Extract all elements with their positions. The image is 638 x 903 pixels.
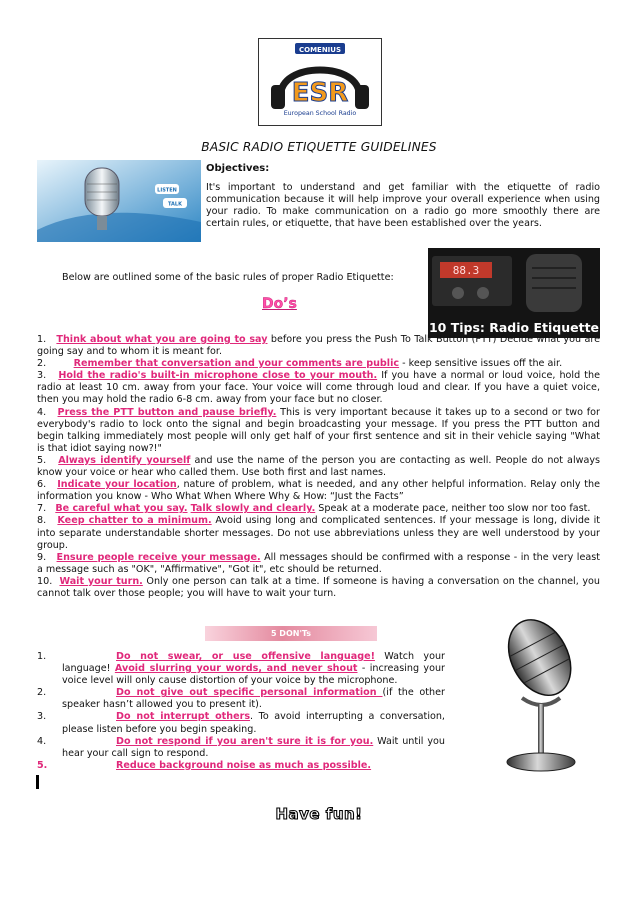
microphone-illustration <box>37 160 201 242</box>
text-cursor <box>36 775 39 789</box>
dos-title: Do’s <box>262 296 297 312</box>
rule-link[interactable]: Do not respond if you aren't sure it is for you. <box>116 735 374 747</box>
rule-link[interactable]: Think about what you are going to say <box>56 334 268 345</box>
list-item: 2. Remember that conversation and your comments are public - keep sensitive issues off the air. <box>37 358 563 370</box>
list-item: 4. Press the PTT button and pause briefly. This is very important because it takes up to a second or two for everybody's radio to lock onto the signal and begin broadcasting your message. If you press the PTT button and begin talking immediately most people will only get half of your first sentence and sit in their vehicle saying "What is that idiot saying now?!" <box>37 406 600 454</box>
logo-caption: European School Radio <box>283 110 357 117</box>
rule-link[interactable]: Remember that conversation and your comments are public <box>73 358 400 370</box>
list-item: 3. Hold the radio's built-in microphone close to your mouth. If you have a normal or loud voice, hold the radio at least 10 cm. away from your face. Your voice will come through loud and clear. If you have a quiet voice, then you may hold the radio 6-8 cm. away from your face but no closer. <box>37 370 600 406</box>
list-item: 1. Do not swear, or use offensive language! Watch your language! Avoid slurring your words, and never shout - increasing your voice level will only cause distortion of your voice by the microphone. <box>37 651 446 687</box>
rule-link[interactable]: Do not interrupt others <box>116 711 251 723</box>
list-item: 7. Be careful what you say. Talk slowly and clearly. Speak at a moderate pace, neither too slow nor too fast. <box>37 503 591 515</box>
rule-link[interactable]: Do not swear, or use offensive language! <box>116 651 375 662</box>
list-item: 2. Do not give out specific personal information (if the other speaker hasn’t allowed you to present it). <box>37 687 445 711</box>
rule-link[interactable]: Hold the radio's built-in microphone close to your mouth. <box>58 370 378 382</box>
logo-letters: ESR <box>291 78 349 108</box>
donts-banner: 5 DON'Ts <box>205 626 377 641</box>
rule-link[interactable]: Wait your turn. <box>59 575 143 587</box>
talk-bubble: TALK <box>168 201 182 208</box>
list-item: 10. Wait your turn. Only one person can talk at a time. If someone is having a conversation on the channel, you cannot talk over those people; you will have to wait your turn. <box>37 575 600 599</box>
rule-link[interactable]: Reduce background noise as much as possible. <box>116 759 372 771</box>
dos-list <box>37 334 600 600</box>
microphone-icon <box>37 160 201 242</box>
list-item: 6. Indicate your location, nature of problem, what is needed, and any other helpful information. Relay only the information you know - Who What When Where Why & How: “Just the Facts” <box>37 479 601 503</box>
donts-list <box>37 651 445 772</box>
objectives-text: It's important to understand and get familiar with the etiquette of radio communication because it will help improve your overall experience when using your radio. To make communication on a radio go more smoothly there are certain rules, or etiquette, that have been established over the years. <box>206 182 600 230</box>
rule-link[interactable]: Always identify yourself <box>58 454 191 466</box>
list-item: 1. Think about what you are going to say before you press the Push To Talk Button (PTT) Decide what you are going say and to whom it is meant for. <box>37 334 600 358</box>
list-item: 9. Ensure people receive your message. All messages should be confirmed with a response - in the very least a message such as "OK", "Affirmative", "Got it", etc should be returned. <box>37 551 600 575</box>
vintage-microphone-image <box>482 612 600 778</box>
listen-bubble: LISTEN <box>157 187 177 194</box>
rule-link[interactable]: Indicate your location <box>57 479 177 491</box>
headphones-logo-icon <box>259 39 381 125</box>
rule-link-2[interactable]: Avoid slurring your words, and never shout <box>114 663 358 675</box>
page-title: BASIC RADIO ETIQUETTE GUIDELINES <box>201 140 437 154</box>
closing-text: Have fun! <box>275 805 363 823</box>
rule-link[interactable]: Do not give out specific personal information <box>116 687 383 699</box>
radio-display: 88.3 <box>452 264 480 277</box>
list-item: 4. Do not respond if you aren't sure it is for you. Wait until you hear your call sign to respond. <box>37 735 445 759</box>
tips-caption: 10 Tips: Radio Etiquette <box>428 320 600 335</box>
vintage-microphone-icon <box>482 612 600 778</box>
objectives-heading: Objectives: <box>206 163 270 174</box>
rule-link[interactable]: Press the PTT button and pause briefly. <box>57 406 277 418</box>
list-item: 5. Reduce background noise as much as possible. <box>37 759 372 771</box>
logo-badge: COMENIUS <box>298 46 342 54</box>
list-item: 5. Always identify yourself and use the name of the person you are contacting as well. People do not always know your voice or hear who called them. Use both first and last names. <box>37 454 601 479</box>
esr-logo <box>258 38 382 126</box>
rule-link[interactable]: Be careful what you say. <box>55 503 188 515</box>
rule-link[interactable]: Ensure people receive your message. <box>56 551 261 563</box>
rule-link-2[interactable]: Talk slowly and clearly. <box>190 503 316 515</box>
radio-tips-image <box>428 248 600 338</box>
list-item: 8. Keep chatter to a minimum. Avoid using long and complicated sentences. If your message is long, divide it into separate understandable shorter messages. Do not use abbreviations unless they are well understood by your group. <box>37 515 601 551</box>
intro-text: Below are outlined some of the basic rules of proper Radio Etiquette: <box>62 272 394 283</box>
list-item: 3. Do not interrupt others. To avoid interrupting a conversation, please listen before you begin speaking. <box>37 711 445 735</box>
rule-link[interactable]: Keep chatter to a minimum. <box>57 515 212 527</box>
radio-icon <box>428 248 600 338</box>
